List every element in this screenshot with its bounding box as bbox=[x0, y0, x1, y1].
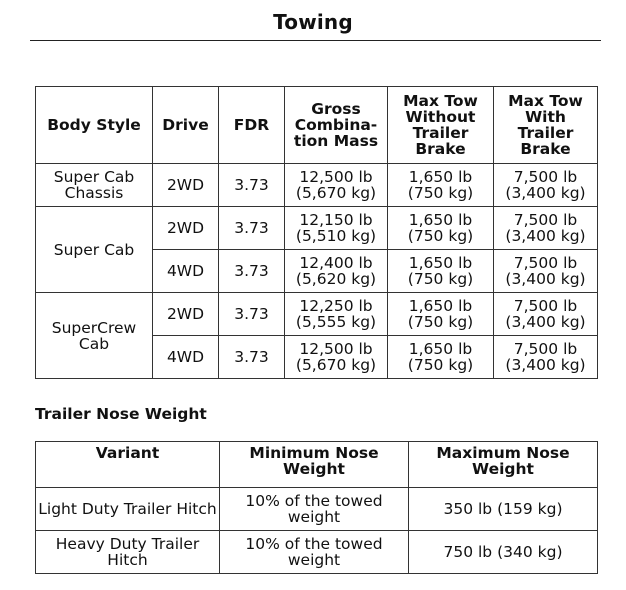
gcm-kg: (5,555 kg) bbox=[295, 313, 377, 331]
gcm-kg: (5,510 kg) bbox=[295, 227, 377, 245]
brake-lb: 7,500 lb bbox=[513, 340, 578, 358]
gcm-cell bbox=[285, 336, 388, 379]
header-max-line2: Weight bbox=[472, 460, 534, 478]
header-no-brake-line1: Max Tow bbox=[403, 92, 478, 110]
brake-lb: 7,500 lb bbox=[513, 254, 578, 272]
brake-cell bbox=[494, 207, 598, 250]
variant-line2: Hitch bbox=[107, 551, 148, 569]
no-brake-lb: 1,650 lb bbox=[408, 168, 473, 186]
fdr-cell: 3.73 bbox=[219, 336, 285, 379]
brake-kg: (3,400 kg) bbox=[505, 356, 586, 374]
header-drive bbox=[153, 87, 219, 164]
gcm-cell bbox=[285, 250, 388, 293]
no-brake-cell bbox=[388, 207, 494, 250]
variant-line1: Heavy Duty Trailer bbox=[55, 535, 200, 553]
drive-cell: 2WD bbox=[153, 207, 219, 250]
variant-cell bbox=[36, 488, 220, 531]
page-title: Towing bbox=[273, 10, 353, 34]
no-brake-kg: (750 kg) bbox=[407, 270, 474, 288]
max-nose-weight-cell: 750 lb (340 kg) bbox=[409, 531, 598, 574]
brake-cell bbox=[494, 250, 598, 293]
body-style-line1: Super Cab bbox=[53, 240, 135, 259]
towing-header-row bbox=[36, 87, 598, 164]
gcm-lb: 12,150 lb bbox=[299, 211, 373, 229]
table-row bbox=[36, 531, 598, 574]
body-style-line2: Cab bbox=[78, 334, 110, 353]
body-style-line1: Super Cab bbox=[53, 168, 135, 186]
gcm-lb: 12,500 lb bbox=[299, 168, 373, 186]
header-gross-combination-mass bbox=[285, 87, 388, 164]
no-brake-kg: (750 kg) bbox=[407, 227, 474, 245]
min-line1: 10% of the towed bbox=[245, 492, 383, 510]
no-brake-kg: (750 kg) bbox=[407, 356, 474, 374]
header-drive-label: Drive bbox=[162, 116, 209, 134]
gcm-lb: 12,500 lb bbox=[299, 340, 373, 358]
variant-cell bbox=[36, 531, 220, 574]
fdr-cell: 3.73 bbox=[219, 250, 285, 293]
brake-lb: 7,500 lb bbox=[513, 297, 578, 315]
no-brake-cell bbox=[388, 293, 494, 336]
header-min-line1: Minimum Nose bbox=[249, 444, 379, 462]
header-fdr bbox=[219, 87, 285, 164]
min-line2: weight bbox=[287, 508, 341, 526]
header-min-line2: Weight bbox=[283, 460, 345, 478]
header-brake-line4: Brake bbox=[520, 140, 571, 158]
no-brake-cell bbox=[388, 164, 494, 207]
body-style-line1: SuperCrew bbox=[51, 318, 137, 337]
header-gcm-line1: Gross bbox=[311, 100, 361, 118]
gcm-kg: (5,670 kg) bbox=[295, 184, 377, 202]
no-brake-lb: 1,650 lb bbox=[408, 254, 473, 272]
towing-table bbox=[35, 86, 598, 379]
min-line2: weight bbox=[287, 551, 341, 569]
brake-kg: (3,400 kg) bbox=[505, 313, 586, 331]
header-max-line1: Maximum Nose bbox=[436, 444, 570, 462]
gcm-cell bbox=[285, 293, 388, 336]
brake-kg: (3,400 kg) bbox=[505, 270, 586, 288]
brake-cell bbox=[494, 293, 598, 336]
variant-line1: Light Duty Trailer Hitch bbox=[38, 500, 217, 518]
section-heading-trailer-nose-weight: Trailer Nose Weight bbox=[35, 405, 207, 423]
drive-cell: 2WD bbox=[153, 164, 219, 207]
brake-kg: (3,400 kg) bbox=[505, 184, 586, 202]
header-minimum-nose-weight bbox=[220, 442, 409, 488]
body-style-cell bbox=[36, 207, 153, 293]
gcm-kg: (5,670 kg) bbox=[295, 356, 377, 374]
min-nose-weight-cell bbox=[220, 531, 409, 574]
header-body-style bbox=[36, 87, 153, 164]
no-brake-lb: 1,650 lb bbox=[408, 297, 473, 315]
nose-header-row bbox=[36, 442, 598, 488]
brake-lb: 7,500 lb bbox=[513, 168, 578, 186]
header-brake-line3: Trailer bbox=[517, 124, 574, 142]
title-divider bbox=[30, 40, 601, 41]
gcm-lb: 12,400 lb bbox=[299, 254, 373, 272]
header-gcm-line3: tion Mass bbox=[293, 132, 379, 150]
brake-cell bbox=[494, 164, 598, 207]
table-row bbox=[36, 293, 598, 336]
brake-cell bbox=[494, 336, 598, 379]
brake-lb: 7,500 lb bbox=[513, 211, 578, 229]
no-brake-lb: 1,650 lb bbox=[408, 211, 473, 229]
min-nose-weight-cell bbox=[220, 488, 409, 531]
body-style-cell bbox=[36, 293, 153, 379]
header-brake-line1: Max Tow bbox=[508, 92, 583, 110]
no-brake-kg: (750 kg) bbox=[407, 313, 474, 331]
header-brake-line2: With bbox=[525, 108, 566, 126]
gcm-cell bbox=[285, 164, 388, 207]
table-row bbox=[36, 207, 598, 250]
header-variant-label: Variant bbox=[95, 444, 160, 462]
header-max-tow-without-brake bbox=[388, 87, 494, 164]
drive-cell: 4WD bbox=[153, 250, 219, 293]
header-max-tow-with-brake bbox=[494, 87, 598, 164]
gcm-lb: 12,250 lb bbox=[299, 297, 373, 315]
no-brake-cell bbox=[388, 250, 494, 293]
table-row bbox=[36, 164, 598, 207]
no-brake-cell bbox=[388, 336, 494, 379]
header-gcm-line2: Combina- bbox=[294, 116, 378, 134]
fdr-cell: 3.73 bbox=[219, 207, 285, 250]
fdr-cell: 3.73 bbox=[219, 293, 285, 336]
drive-cell: 2WD bbox=[153, 293, 219, 336]
header-no-brake-line3: Trailer bbox=[412, 124, 469, 142]
table-row bbox=[36, 488, 598, 531]
header-maximum-nose-weight bbox=[409, 442, 598, 488]
header-variant bbox=[36, 442, 220, 488]
fdr-cell: 3.73 bbox=[219, 164, 285, 207]
header-no-brake-line4: Brake bbox=[415, 140, 466, 158]
gcm-kg: (5,620 kg) bbox=[295, 270, 377, 288]
brake-kg: (3,400 kg) bbox=[505, 227, 586, 245]
trailer-nose-weight-table bbox=[35, 441, 598, 574]
header-body-style-label: Body Style bbox=[47, 116, 141, 134]
min-line1: 10% of the towed bbox=[245, 535, 383, 553]
gcm-cell bbox=[285, 207, 388, 250]
max-nose-weight-cell: 350 lb (159 kg) bbox=[409, 488, 598, 531]
no-brake-kg: (750 kg) bbox=[407, 184, 474, 202]
header-no-brake-line2: Without bbox=[405, 108, 476, 126]
body-style-line2: Chassis bbox=[64, 184, 124, 202]
drive-cell: 4WD bbox=[153, 336, 219, 379]
body-style-cell bbox=[36, 164, 153, 207]
no-brake-lb: 1,650 lb bbox=[408, 340, 473, 358]
header-fdr-label: FDR bbox=[233, 116, 270, 134]
